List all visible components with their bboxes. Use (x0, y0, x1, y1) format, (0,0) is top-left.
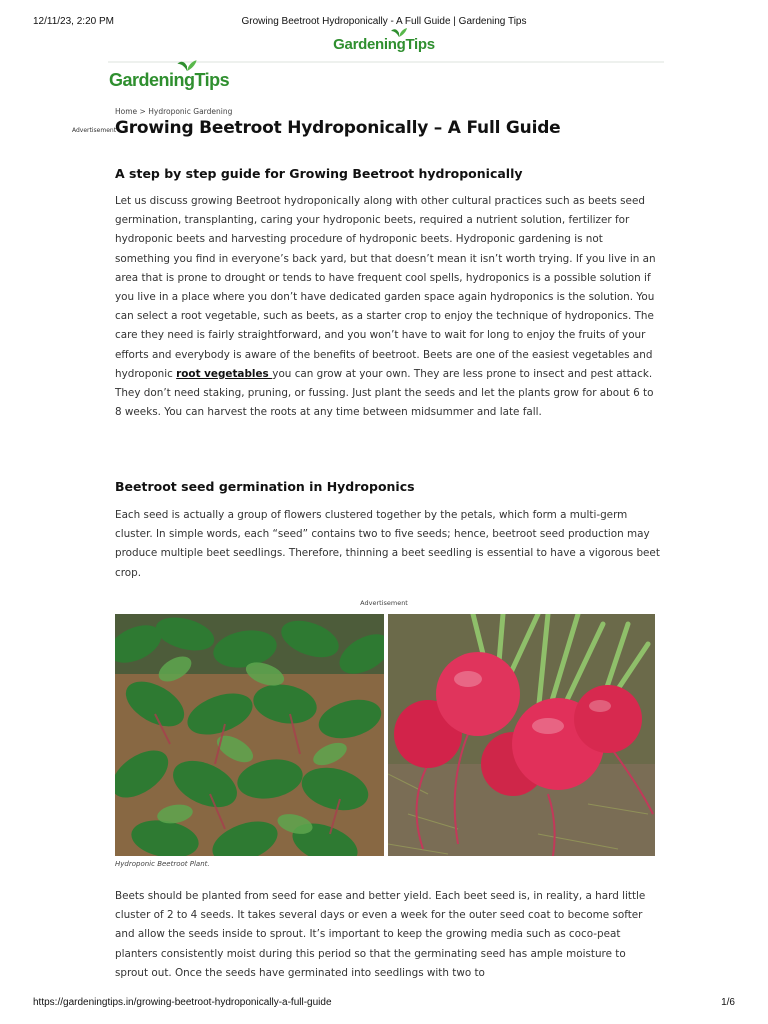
breadcrumb-separator: > (139, 107, 146, 116)
leaf-icon (391, 27, 407, 37)
print-datetime: 12/11/23, 2:20 PM (33, 16, 114, 27)
intro-text-after-link: you can grow at your own. They are less prone to insect and pest attack. They don’t need staking, pruning, or fussing. Just plant the seeds and let the plants grow for about 6 to 8 weeks. You can harvest the roots at any time between midsummer and late fall. (115, 367, 654, 419)
print-document-title: Growing Beetroot Hydroponically - A Full Guide | Gardening Tips (241, 16, 527, 27)
print-page-number: 1/6 (721, 997, 735, 1008)
breadcrumb-category[interactable]: Hydroponic Gardening (148, 107, 233, 116)
print-header (0, 16, 768, 30)
section-heading-germination: Beetroot seed germination in Hydroponics (115, 479, 415, 494)
breadcrumb (115, 107, 232, 116)
image-caption: Hydroponic Beetroot Plant. (115, 860, 210, 868)
section-heading-step-by-step: A step by step guide for Growing Beetroot hydroponically (115, 166, 523, 181)
header-logo-container (0, 34, 768, 53)
header-logo[interactable] (333, 36, 435, 53)
planting-paragraph: Beets should be planted from seed for ease and better yield. Each beet seed is, in reality, a hard little cluster of 2 to 4 seeds. It takes several days or even a week for the outer seed coat to become softer and allow the seeds inside to sprout. It’s important to keep the growing media such as coco-peat planters consistently moist during this period so that the germinating seed has ample moisture to sprout out. Once the seeds have germinated into seedlings with two to (115, 890, 646, 979)
breadcrumb-home[interactable]: Home (115, 107, 138, 116)
beet-seedlings-illustration (115, 614, 384, 856)
site-logo-text-2: Tips (194, 70, 230, 90)
photo-beet-seedlings (115, 614, 384, 856)
site-logo-part2-wrap (195, 70, 230, 91)
article-title: Growing Beetroot Hydroponically – A Full Guide (115, 118, 561, 138)
header-logo-text-2: Tips (405, 36, 435, 53)
germination-paragraph: Each seed is actually a group of flowers clustered together by the petals, which form a multi-germ cluster. In simple words, each “seed” contains two to five seeds; hence, beetroot seed production may produce multiple beet seedlings. Therefore, thinning a beet seedling is essential to have a vigorous beet crop. (115, 509, 660, 579)
photo-harvested-beets (388, 614, 655, 856)
root-vegetables-link[interactable]: root vegetables (176, 367, 273, 380)
site-logo[interactable] (109, 70, 229, 91)
leaf-icon (177, 59, 197, 71)
header-logo-text-1: Gardening (333, 36, 406, 53)
print-url[interactable]: https://gardeningtips.in/growing-beetroot-hydroponically-a-full-guide (33, 997, 332, 1008)
side-advertisement-label: Advertisement (72, 127, 117, 134)
center-advertisement-label: Advertisement (360, 599, 408, 607)
intro-text-before-link: Let us discuss growing Beetroot hydroponically along with other cultural practices such as beets seed germination, transplanting, caring your hydroponic beets, required a nutrient solution, fertilizer for hydroponic beets and harvesting procedure of hydroponic beets. Hydroponic gardening is not something you find in everyone’s back yard, but that doesn’t mean it isn’t worth trying. If you live in an area that is prone to drought or tends to have frequent cool spells, hydroponics is a possible solution if you live in a place where you don’t have dedicated garden space again hydroponics is the solution. You can select a root vegetable, such as beets, as a starter crop to enjoy the technique of hydroponics. The care they need is fairly straightforward, and you won’t have to wait for long to enjoy the fruits of your efforts and everybody is aware of the benefits of beetroot. Beets are one of the easiest vegetables and hydroponic (115, 195, 656, 380)
site-logo-text-1: Gardening (109, 70, 195, 90)
harvested-beets-illustration (388, 614, 655, 856)
header-logo-part2-wrap (405, 36, 434, 53)
intro-paragraph (115, 192, 660, 422)
